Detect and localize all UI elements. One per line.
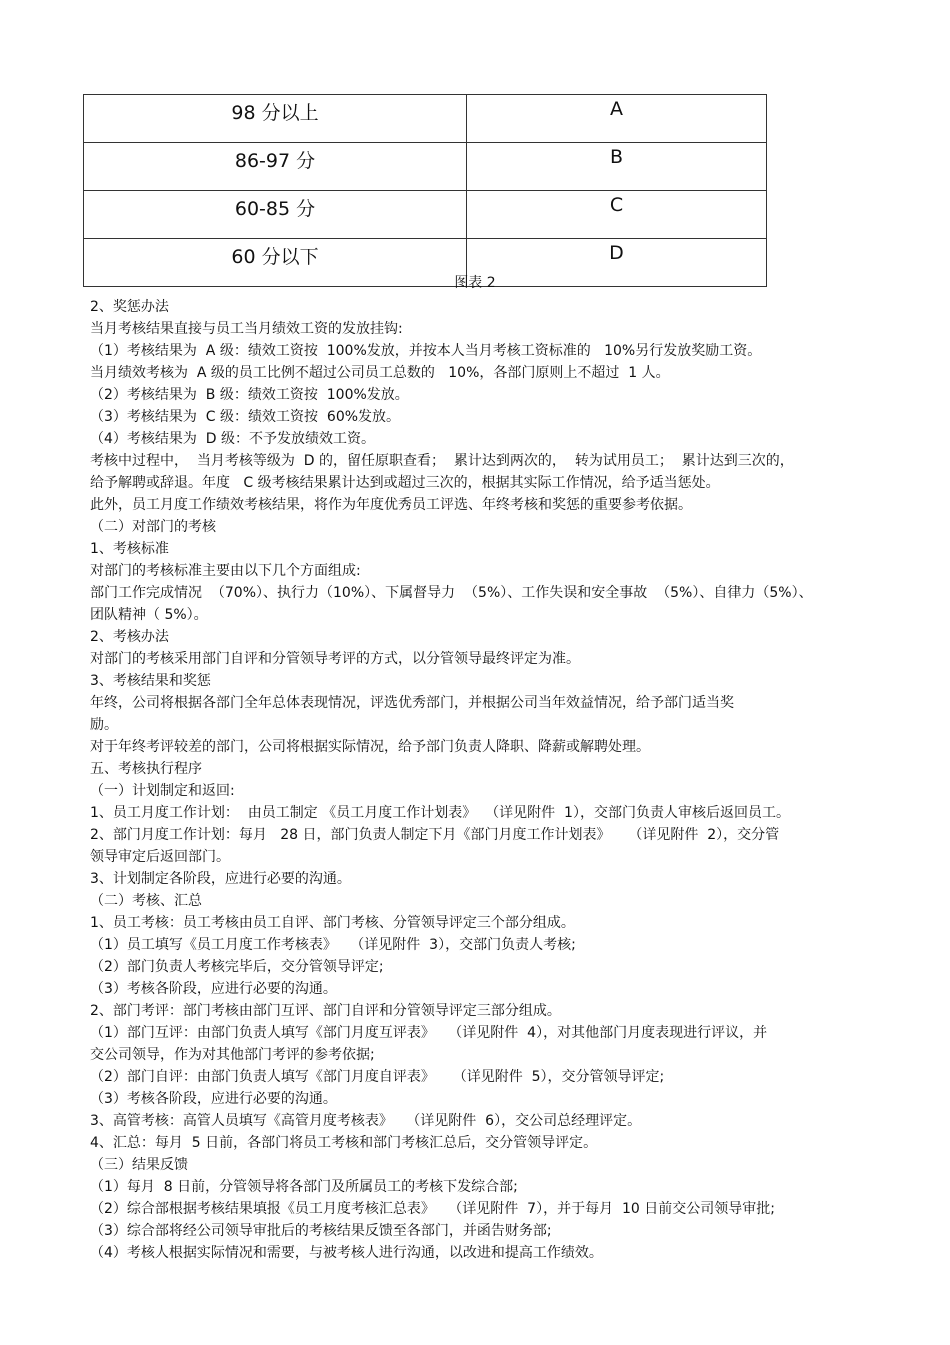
grade-cell: D xyxy=(467,239,767,287)
text-line: （二）考核、汇总 xyxy=(90,893,202,909)
score-range-cell: 60 分以下 xyxy=(84,239,467,287)
score-range-cell: 86-97 分 xyxy=(84,143,467,191)
table-row xyxy=(84,143,767,191)
text-line: 领导审定后返回部门。 xyxy=(90,849,230,865)
table-row xyxy=(84,191,767,239)
text-line: （2）部门负责人考核完毕后，交分管领导评定; xyxy=(90,959,384,975)
text-line: 对部门的考核采用部门自评和分管领导考评的方式，以分管领导最终评定为准。 xyxy=(90,651,580,667)
text-line: 当月考核结果直接与员工当月绩效工资的发放挂钩: xyxy=(90,321,403,337)
text-line: 年终，公司将根据各部门全年总体表现情况，评选优秀部门，并根据公司当年效益情况，给予部门适当奖 xyxy=(90,695,734,711)
text-line: 2、考核办法 xyxy=(90,629,169,645)
document-body xyxy=(90,296,880,1264)
text-line: 此外，员工月度工作绩效考核结果，将作为年度优秀员工评选、年终考核和奖惩的重要参考依据。 xyxy=(90,497,692,513)
text-line: 对于年终考评较差的部门，公司将根据实际情况，给予部门负责人降职、降薪或解聘处理。 xyxy=(90,739,650,755)
text-line: （三）结果反馈 xyxy=(90,1157,188,1173)
text-line: 2、奖惩办法 xyxy=(90,299,169,315)
text-line: 4、汇总：每月 5 日前，各部门将员工考核和部门考核汇总后，交分管领导评定。 xyxy=(90,1135,598,1151)
grade-cell: B xyxy=(467,143,767,191)
text-line: （3）考核各阶段，应进行必要的沟通。 xyxy=(90,981,337,997)
text-line: 3、计划制定各阶段，应进行必要的沟通。 xyxy=(90,871,351,887)
text-line: （3）考核结果为 C 级：绩效工资按 60%发放。 xyxy=(90,409,401,425)
text-line: 给予解聘或辞退。年度 C 级考核结果累计达到或超过三次的，根据其实际工作情况，给予适当惩处。 xyxy=(90,475,720,491)
text-line: （2）部门自评：由部门负责人填写《部门月度自评表》 （详见附件 5），交分管领导评定; xyxy=(90,1069,665,1085)
text-line: （4）考核人根据实际情况和需要，与被考核人进行沟通，以改进和提高工作绩效。 xyxy=(90,1245,603,1261)
text-line: （1）每月 8 日前，分管领导将各部门及所属员工的考核下发综合部; xyxy=(90,1179,518,1195)
text-line: （1）考核结果为 A 级：绩效工资按 100%发放，并按本人当月考核工资标准的 10%另行发放奖励工资。 xyxy=(90,343,762,359)
text-line: 3、考核结果和奖惩 xyxy=(90,673,211,689)
text-line: （2）综合部根据考核结果填报《员工月度考核汇总表》 （详见附件 7），并于每月 10 日前交公司领导审批; xyxy=(90,1201,775,1217)
text-line: （二）对部门的考核 xyxy=(90,519,216,535)
text-line: 3、高管考核：高管人员填写《高管月度考核表》 （详见附件 6），交公司总经理评定。 xyxy=(90,1113,642,1129)
text-line: 2、部门月度工作计划：每月 28 日，部门负责人制定下月《部门月度工作计划表》 （详见附件 2），交分管 xyxy=(90,827,780,843)
grade-cell: C xyxy=(467,191,767,239)
text-line: 对部门的考核标准主要由以下几个方面组成: xyxy=(90,563,361,579)
table-row xyxy=(84,95,767,143)
text-line: 交公司领导，作为对其他部门考评的参考依据; xyxy=(90,1047,375,1063)
score-range-cell: 60-85 分 xyxy=(84,191,467,239)
text-line: （3）综合部将经公司领导审批后的考核结果反馈至各部门，并函告财务部; xyxy=(90,1223,552,1239)
text-line: （1）员工填写《员工月度工作考核表》 （详见附件 3），交部门负责人考核; xyxy=(90,937,576,953)
text-line: （一）计划制定和返回: xyxy=(90,783,235,799)
text-line: 2、部门考评：部门考核由部门互评、部门自评和分管领导评定三部分组成。 xyxy=(90,1003,561,1019)
score-range-cell: 98 分以上 xyxy=(84,95,467,143)
text-line: 1、员工考核：员工考核由员工自评、部门考核、分管领导评定三个部分组成。 xyxy=(90,915,575,931)
text-line: 五、考核执行程序 xyxy=(90,761,202,777)
text-line: 部门工作完成情况 （70%）、执行力（10%）、下属督导力 （5%）、工作失误和安全事故 （5%）、自律力（5%）、 xyxy=(90,585,813,601)
text-line: （1）部门互评：由部门负责人填写《部门月度互评表》 （详见附件 4），对其他部门月度表现进行评议，并 xyxy=(90,1025,768,1041)
text-line: （3）考核各阶段，应进行必要的沟通。 xyxy=(90,1091,337,1107)
text-line: 考核中过程中， 当月考核等级为 D 的，留任原职查看； 累计达到两次的， 转为试用员工； 累计达到三次的， xyxy=(90,453,794,469)
text-line: 当月绩效考核为 A 级的员工比例不超过公司员工总数的 10%，各部门原则上不超过 1 人。 xyxy=(90,365,670,381)
text-line: （2）考核结果为 B 级：绩效工资按 100%发放。 xyxy=(90,387,409,403)
text-line: 励。 xyxy=(90,717,118,733)
table-caption: 图表 2 xyxy=(454,275,496,291)
text-line: 1、员工月度工作计划： 由员工制定 《员工月度工作计划表》 （详见附件 1），交部门负责人审核后返回员工。 xyxy=(90,805,790,821)
text-line: （4）考核结果为 D 级：不予发放绩效工资。 xyxy=(90,431,376,447)
text-line: 团队精神（ 5%）。 xyxy=(90,607,208,623)
text-line: 1、考核标准 xyxy=(90,541,169,557)
grade-table xyxy=(83,94,767,287)
grade-cell: A xyxy=(467,95,767,143)
